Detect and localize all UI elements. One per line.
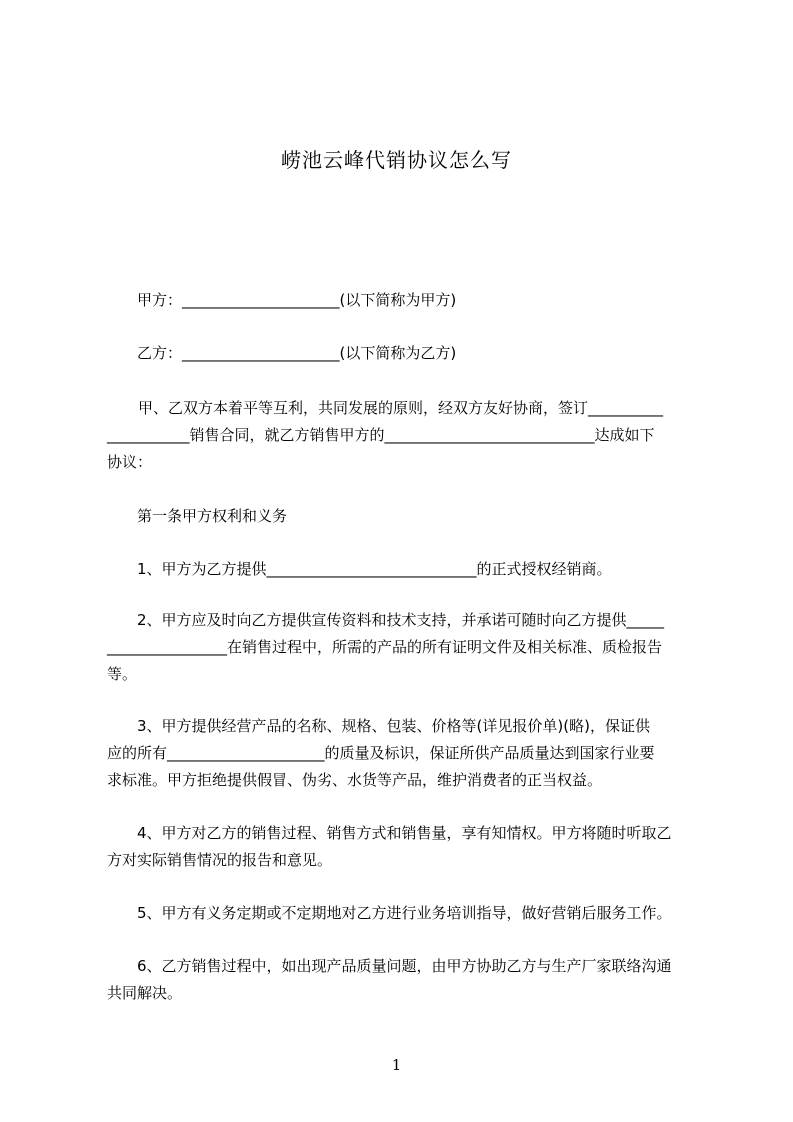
clause-3-line-2: 应的所有_____________________的质量及标识，保证所供产品质量达到国家行业要	[107, 744, 655, 762]
party-b-line: 乙方：_____________________(以下简称为乙方)	[137, 344, 457, 362]
clause-6-line-2: 共同解决。	[107, 984, 183, 1002]
party-a-line: 甲方：_____________________(以下简称为甲方)	[137, 291, 457, 309]
preamble-line-1: 甲、乙双方本着平等互利，共同发展的原则，经双方友好协商，签订__________	[138, 399, 664, 417]
article-1-heading: 第一条甲方权利和义务	[137, 507, 288, 525]
clause-2-line-3: 等。	[107, 665, 138, 683]
clause-5-line: 5、甲方有义务定期或不定期地对乙方进行业务培训指导，做好营销后服务工作。	[137, 904, 672, 922]
clause-3-line-3: 求标准。甲方拒绝提供假冒、伪劣、水货等产品，维护消费者的正当权益。	[107, 771, 603, 789]
clause-6-line-1: 6、乙方销售过程中，如出现产品质量问题，由甲方协助乙方与生产厂家联络沟通	[137, 957, 672, 975]
preamble-line-2: ___________销售合同，就乙方销售甲方的____________________________达成如下	[107, 426, 655, 444]
page-number: 1	[391, 1056, 402, 1074]
clause-4-line-2: 方对实际销售情况的报告和意见。	[107, 851, 333, 869]
clause-1-line: 1、甲方为乙方提供____________________________的正式授权经销商。	[137, 560, 612, 578]
preamble-line-3: 协议：	[107, 453, 153, 471]
clause-3-line-1: 3、甲方提供经营产品的名称、规格、包装、价格等(详见报价单)(略)，保证供	[137, 717, 650, 735]
document-title: 崂池云峰代销协议怎么写	[281, 148, 512, 172]
clause-2-line-2: ________________在销售过程中，所需的产品的所有证明文件及相关标准、质检报告	[107, 638, 663, 656]
clause-4-line-1: 4、甲方对乙方的销售过程、销售方式和销售量，享有知情权。甲方将随时听取乙	[137, 824, 672, 842]
clause-2-line-1: 2、甲方应及时向乙方提供宣传资料和技术支持，并承诺可随时向乙方提供_____	[137, 611, 665, 629]
